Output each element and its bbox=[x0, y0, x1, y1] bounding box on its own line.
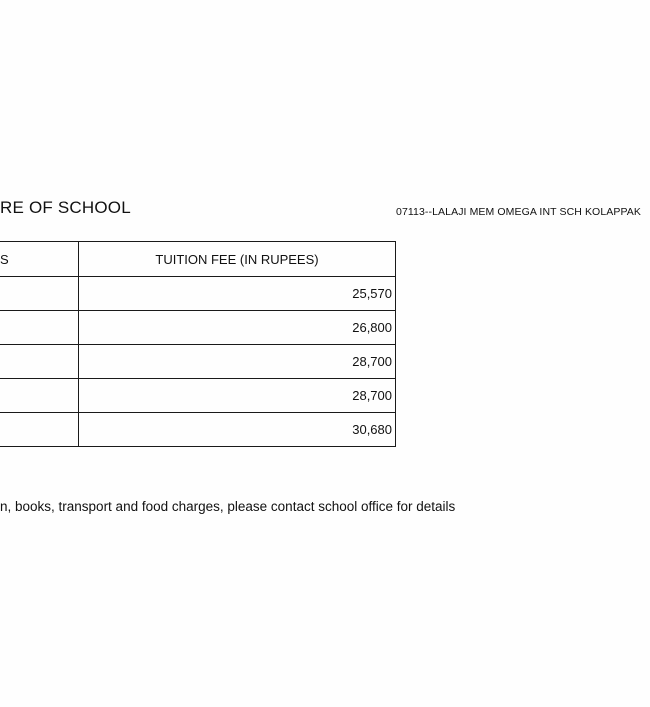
table-row bbox=[0, 345, 396, 379]
table-cell-class bbox=[0, 311, 79, 345]
table-header-class: S bbox=[0, 242, 79, 277]
table-cell-class bbox=[0, 379, 79, 413]
table-cell-class bbox=[0, 277, 79, 311]
footnote: n, books, transport and food charges, please contact school office for details bbox=[0, 499, 456, 514]
table-row bbox=[0, 379, 396, 413]
table-row bbox=[0, 277, 396, 311]
table-cell-fee: 26,800 bbox=[79, 311, 396, 345]
page-heading: RE OF SCHOOL bbox=[0, 198, 131, 217]
table-cell-fee: 30,680 bbox=[79, 413, 396, 447]
school-code: 07113--LALAJI MEM OMEGA INT SCH KOLAPPAK bbox=[396, 206, 641, 218]
table-cell-fee: 28,700 bbox=[79, 345, 396, 379]
table-row bbox=[0, 311, 396, 345]
table-header-row bbox=[0, 242, 396, 277]
fee-table bbox=[0, 241, 396, 447]
table-row bbox=[0, 413, 396, 447]
table-cell-class bbox=[0, 413, 79, 447]
table-cell-fee: 25,570 bbox=[79, 277, 396, 311]
table-cell-class bbox=[0, 345, 79, 379]
table-cell-fee: 28,700 bbox=[79, 379, 396, 413]
table-header-fee: TUITION FEE (IN RUPEES) bbox=[79, 242, 396, 277]
